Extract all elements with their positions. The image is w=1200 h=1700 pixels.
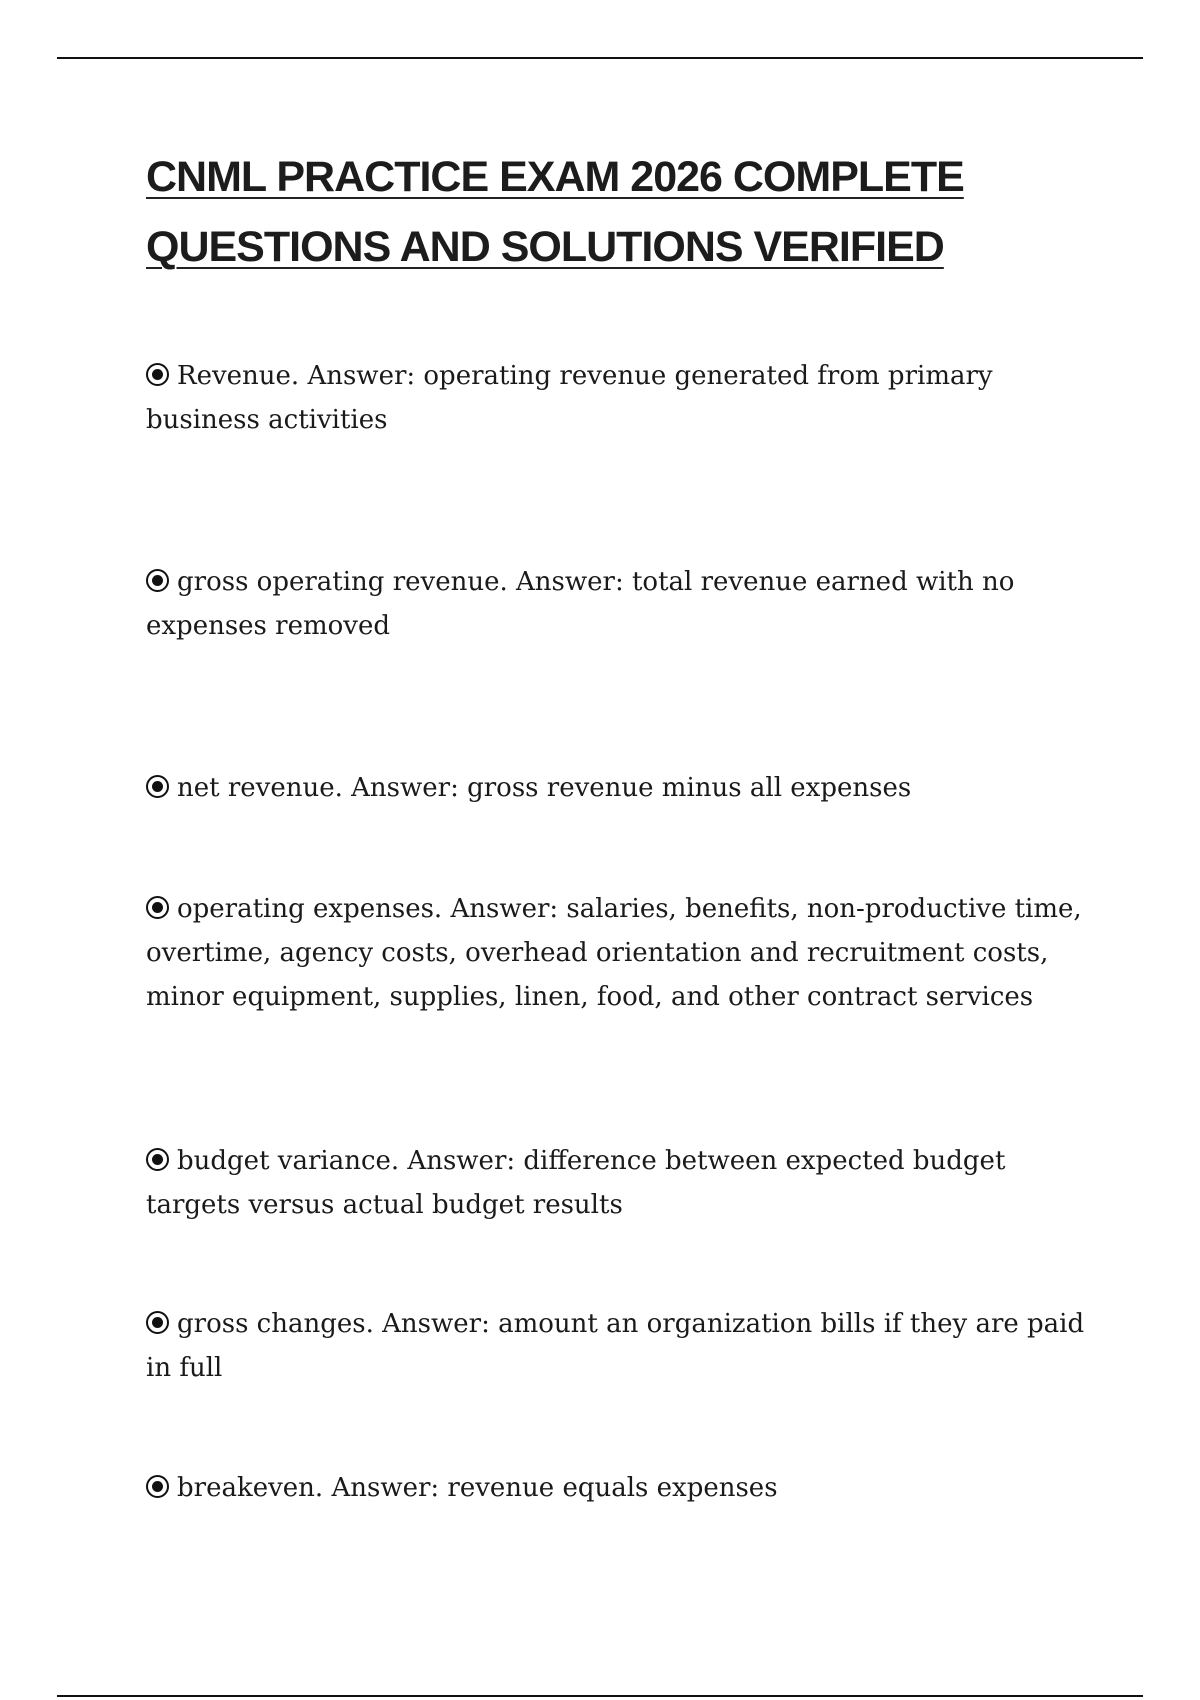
radio-bullet-icon — [146, 569, 169, 592]
qa-text: gross changes. Answer: amount an organization bills if they are paid in full — [146, 1309, 1085, 1383]
qa-text: budget variance. Answer: difference between expected budget targets versus actual budget results — [146, 1146, 1006, 1220]
qa-list — [146, 354, 1086, 1510]
qa-item — [146, 887, 1086, 1139]
qa-item — [146, 1139, 1086, 1302]
top-rule — [57, 57, 1143, 59]
radio-bullet-icon — [146, 896, 169, 919]
document-title — [146, 142, 1086, 282]
radio-bullet-icon — [146, 1311, 169, 1334]
bottom-rule — [57, 1695, 1143, 1697]
radio-bullet-icon — [146, 1475, 169, 1498]
qa-text: breakeven. Answer: revenue equals expenses — [177, 1473, 778, 1503]
radio-bullet-icon — [146, 1148, 169, 1171]
qa-item — [146, 354, 1086, 560]
qa-item — [146, 1302, 1086, 1466]
qa-text: operating expenses. Answer: salaries, benefits, non-productive time, overtime, agency costs, overhead orientation and recruitment costs, minor equipment, supplies, linen, food, and other contract services — [146, 894, 1082, 1012]
radio-bullet-icon — [146, 363, 169, 386]
qa-item — [146, 1466, 1086, 1510]
radio-bullet-icon — [146, 775, 169, 798]
qa-item — [146, 766, 1086, 887]
qa-item — [146, 560, 1086, 766]
qa-text: net revenue. Answer: gross revenue minus all expenses — [177, 773, 912, 803]
document-title-text: CNML PRACTICE EXAM 2026 COMPLETE QUESTIONS AND SOLUTIONS VERIFIED — [146, 153, 964, 271]
qa-text: Revenue. Answer: operating revenue generated from primary business activities — [146, 361, 993, 435]
qa-text: gross operating revenue. Answer: total revenue earned with no expenses removed — [146, 567, 1015, 641]
